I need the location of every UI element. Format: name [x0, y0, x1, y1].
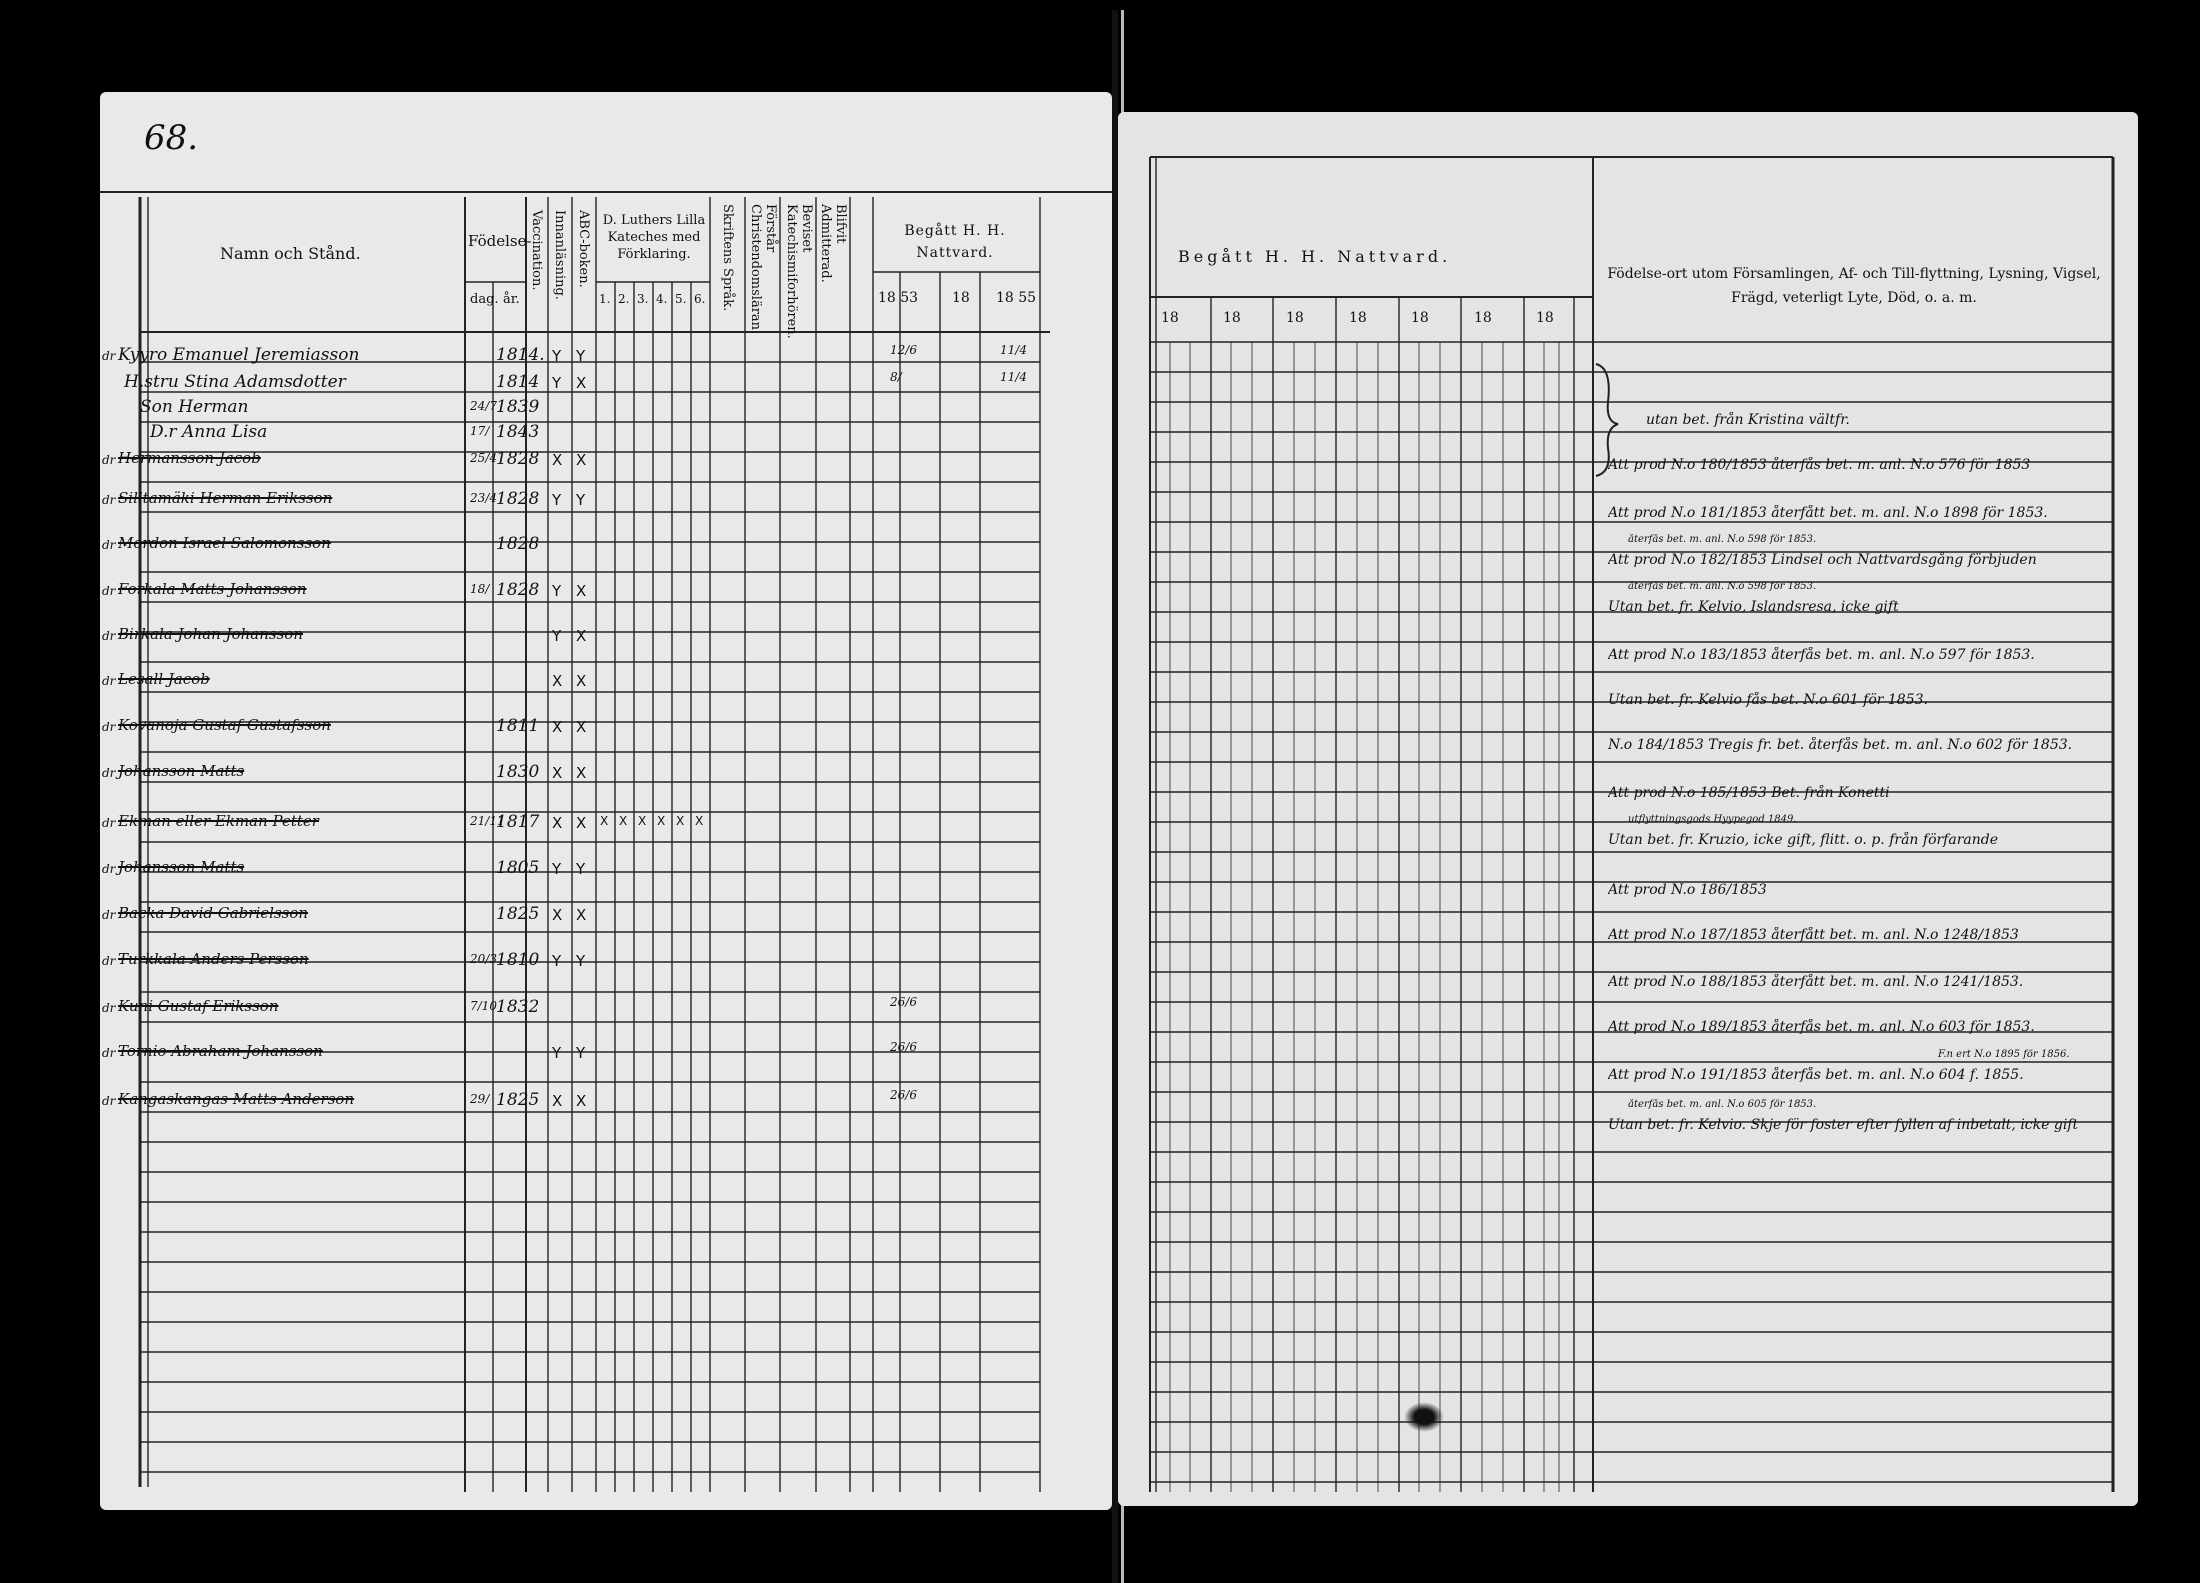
- header-birth-day: dag.: [470, 292, 499, 307]
- remark-entry: N.o 184/1853 Tregis fr. bet. återfås bet. m. anl. N.o 602 för 1853.: [1608, 737, 2073, 753]
- row-prefix: dr: [102, 584, 116, 598]
- right-year-4: 18: [1349, 310, 1367, 326]
- luther-col-3: 3.: [637, 292, 649, 306]
- remark-entry: Att prod N.o 191/1853 återfås bet. m. anl. N.o 604 f. 1855.: [1608, 1067, 2024, 1083]
- row-prefix: dr: [102, 674, 116, 688]
- remark-note: återfås bet. m. anl. N.o 598 för 1853.: [1628, 581, 1817, 592]
- row-birth-year: 1828: [496, 489, 540, 509]
- remark-entry: Att prod N.o 186/1853: [1608, 882, 1767, 898]
- row-name: D.r Anna Lisa: [150, 422, 268, 442]
- row-name: Birkala Johan Johansson: [118, 625, 304, 643]
- row-abc-mark: Y: [576, 347, 586, 365]
- row-prefix: dr: [102, 1094, 116, 1108]
- row-name: Forkala Matts Johansson: [118, 580, 307, 598]
- row-abc-mark: X: [576, 1092, 587, 1110]
- row-birth-day: 23/4: [470, 491, 497, 505]
- row-communion-1855: 11/4: [1000, 343, 1027, 357]
- row-birth-year: 1843: [496, 422, 540, 442]
- row-communion-1853: 26/6: [890, 1088, 917, 1102]
- header-remarks: Födelse-ort utom Församlingen, Af- och Till-flyttning, Lysning, Vigsel, Frägd, veterligt Lyte, Död, o. a. m.: [1607, 266, 2101, 306]
- header-vaccination: Vaccination.: [529, 210, 544, 291]
- row-name: Backa David Gabrielsson: [118, 904, 309, 922]
- remark-entry: Att prod N.o 181/1853 återfått bet. m. anl. N.o 1898 för 1853.: [1608, 505, 2048, 521]
- remark-note: F.n ert N.o 1895 för 1856.: [1938, 1049, 2070, 1060]
- row-name: Kovanoja Gustaf Gustafsson: [118, 716, 331, 734]
- row-communion-1855: 11/4: [1000, 370, 1027, 384]
- row-abc-mark: X: [576, 718, 587, 736]
- row-name: Johansson Matts: [118, 762, 245, 780]
- remark-note: återfås bet. m. anl. N.o 605 för 1853.: [1628, 1099, 1817, 1110]
- row-birth-day: 17/: [470, 424, 490, 438]
- header-birth-year: år.: [503, 292, 520, 307]
- row-abc-mark: X: [576, 627, 587, 645]
- right-year-7: 18: [1536, 310, 1554, 326]
- row-communion-1853: 8/: [890, 370, 902, 384]
- row-reading-mark: Y: [552, 1044, 562, 1062]
- remark-entry: utan bet. från Kristina vältfr.: [1646, 412, 1850, 428]
- row-reading-mark: Y: [552, 374, 562, 392]
- row-name: Tornio Abraham Johansson: [118, 1042, 323, 1060]
- row-abc-mark: X: [576, 764, 587, 782]
- row-prefix: dr: [102, 493, 116, 507]
- remark-entry: Utan bet. fr. Kruzio, icke gift, flitt. o. p. från förfarande: [1608, 832, 1999, 848]
- row-prefix: dr: [102, 629, 116, 643]
- row-abc-mark: X: [576, 906, 587, 924]
- header-catechism: Beviset Katechismiforhören.: [784, 204, 814, 339]
- row-communion-1853: 26/6: [890, 995, 917, 1009]
- row-reading-mark: X: [552, 1092, 563, 1110]
- row-name: H.stru Stina Adamsdotter: [124, 372, 346, 392]
- luther-mark: X: [619, 814, 628, 828]
- row-reading-mark: X: [552, 718, 563, 736]
- right-year-6: 18: [1474, 310, 1492, 326]
- row-prefix: dr: [102, 453, 116, 467]
- row-prefix: dr: [102, 720, 116, 734]
- right-year-2: 18: [1223, 310, 1241, 326]
- row-birth-year: 1832: [496, 997, 540, 1017]
- right-ruled-grid: [1118, 112, 2138, 1506]
- row-name: Silltamäki Herman Eriksson: [118, 489, 333, 507]
- row-prefix: dr: [102, 349, 116, 363]
- row-prefix: dr: [102, 538, 116, 552]
- row-reading-mark: Y: [552, 952, 562, 970]
- ink-blot: [1404, 1402, 1444, 1432]
- header-name: Namn och Stånd.: [220, 244, 361, 263]
- right-year-5: 18: [1411, 310, 1429, 326]
- remark-entry: Att prod N.o 182/1853 Lindsel och Nattvardsgång förbjuden: [1608, 552, 2037, 568]
- row-birth-year: 1810: [496, 950, 540, 970]
- row-birth-day: 18/: [470, 582, 490, 596]
- row-abc-mark: X: [576, 672, 587, 690]
- row-prefix: dr: [102, 816, 116, 830]
- row-prefix: dr: [102, 1001, 116, 1015]
- luther-col-6: 6.: [694, 292, 706, 306]
- row-abc-mark: X: [576, 451, 587, 469]
- luther-col-1: 1.: [599, 292, 611, 306]
- row-name: Son Herman: [140, 397, 249, 417]
- row-abc-mark: Y: [576, 1044, 586, 1062]
- row-birth-day: 25/4: [470, 451, 497, 465]
- row-reading-mark: X: [552, 764, 563, 782]
- header-admitted: Blifvit Admitterad.: [818, 204, 848, 283]
- row-birth-year: 1814: [496, 372, 540, 392]
- left-page: [100, 92, 1112, 1510]
- row-birth-year: 1811: [496, 716, 540, 736]
- row-abc-mark: Y: [576, 952, 586, 970]
- remark-entry: Att prod N.o 185/1853 Bet. från Konetti: [1608, 785, 1890, 801]
- row-birth-year: 1828: [496, 580, 540, 600]
- row-reading-mark: Y: [552, 491, 562, 509]
- remark-entry: Att prod N.o 189/1853 återfås bet. m. anl. N.o 603 för 1853.: [1608, 1019, 2035, 1035]
- row-name: Kangaskangas Matts Anderson: [118, 1090, 355, 1108]
- remark-entry: Att prod N.o 183/1853 återfås bet. m. anl. N.o 597 för 1853.: [1608, 647, 2035, 663]
- luther-mark: X: [657, 814, 666, 828]
- row-abc-mark: X: [576, 582, 587, 600]
- row-birth-day: 7/10: [470, 999, 497, 1013]
- row-name: Kuni Gustaf Eriksson: [118, 997, 279, 1015]
- row-birth-year: 1817: [496, 812, 540, 832]
- row-reading-mark: X: [552, 814, 563, 832]
- row-abc-mark: X: [576, 814, 587, 832]
- row-abc-mark: Y: [576, 491, 586, 509]
- row-birth-year: 1828: [496, 534, 540, 554]
- row-name: Johansson Matts: [118, 858, 245, 876]
- row-prefix: dr: [102, 954, 116, 968]
- row-name: Hermansson Jacob: [118, 449, 261, 467]
- row-birth-year: 1805: [496, 858, 540, 878]
- row-prefix: dr: [102, 1046, 116, 1060]
- row-communion-1853: 26/6: [890, 1040, 917, 1054]
- comm-year-2: 18: [952, 290, 970, 306]
- remark-entry: Utan bet. fr. Kelvio fås bet. N.o 601 för 1853.: [1608, 692, 1928, 708]
- row-prefix: dr: [102, 908, 116, 922]
- remark-entry: Att prod N.o 187/1853 återfått bet. m. anl. N.o 1248/1853: [1608, 927, 2019, 943]
- row-birth-year: 1825: [496, 904, 540, 924]
- header-communion: Begått H. H. Nattvard.: [904, 223, 1006, 261]
- right-page: [1118, 112, 2138, 1506]
- row-reading-mark: X: [552, 672, 563, 690]
- row-birth-day: 20/3: [470, 952, 497, 966]
- header-reading: Innanläsning.: [552, 210, 567, 300]
- luther-mark: X: [676, 814, 685, 828]
- remark-entry: Att prod N.o 180/1853 återfås bet. m. anl. N.o 576 för 1853: [1608, 457, 2031, 473]
- row-birth-year: 1828: [496, 449, 540, 469]
- row-reading-mark: Y: [552, 627, 562, 645]
- row-birth-year: 1830: [496, 762, 540, 782]
- row-prefix: dr: [102, 862, 116, 876]
- row-reading-mark: Y: [552, 582, 562, 600]
- row-birth-day: 24/7: [470, 399, 497, 413]
- remark-entry: Utan bet. fr. Kelvio. Skje för foster efter fyllen af inbetalt, icke gift: [1608, 1117, 2079, 1133]
- comm-year-1: 18 53: [878, 290, 919, 306]
- row-name: Turkkala Anders Persson: [118, 950, 309, 968]
- header-birth: Födelse-: [468, 232, 532, 250]
- row-name: Ekman eller Ekman Petter: [118, 812, 319, 830]
- right-year-1: 18: [1161, 310, 1179, 326]
- luther-mark: X: [695, 814, 704, 828]
- remark-note: utflyttningsgods Hyypegod 1849.: [1628, 814, 1797, 825]
- row-birth-year: 1814.: [496, 345, 545, 365]
- luther-mark: X: [638, 814, 647, 828]
- remark-entry: Utan bet. fr. Kelvio, Islandsresa, icke gift: [1608, 599, 1899, 615]
- row-reading-mark: Y: [552, 860, 562, 878]
- header-scripture: Skriftens Språk.: [720, 204, 735, 312]
- row-reading-mark: X: [552, 906, 563, 924]
- remark-note: återfås bet. m. anl. N.o 598 för 1853.: [1628, 534, 1817, 545]
- row-reading-mark: X: [552, 451, 563, 469]
- luther-mark: X: [600, 814, 609, 828]
- remark-entry: Att prod N.o 188/1853 återfått bet. m. anl. N.o 1241/1853.: [1608, 974, 2024, 990]
- row-name: Mordon Israel Salomonsson: [118, 534, 331, 552]
- row-reading-mark: Y: [552, 347, 562, 365]
- comm-year-3: 18 55: [996, 290, 1037, 306]
- right-year-3: 18: [1286, 310, 1304, 326]
- page-number: 68.: [144, 118, 199, 158]
- row-communion-1853: 12/6: [890, 343, 917, 357]
- header-luther: D. Luthers Lilla Kateches med Förklaring.: [602, 213, 706, 262]
- header-abc: ABC-boken.: [576, 210, 591, 288]
- luther-col-2: 2.: [618, 292, 630, 306]
- luther-col-5: 5.: [675, 292, 687, 306]
- row-abc-mark: X: [576, 374, 587, 392]
- row-prefix: dr: [102, 766, 116, 780]
- row-birth-day: 29/: [470, 1092, 490, 1106]
- header-christendom: Förstår Christendomsläran.: [748, 204, 778, 335]
- row-birth-day: 21/11: [470, 814, 505, 828]
- row-birth-year: 1825: [496, 1090, 540, 1110]
- luther-col-4: 4.: [656, 292, 668, 306]
- header-communion-right: Begått H. H. Nattvard.: [1178, 247, 1452, 266]
- row-name: Kyyro Emanuel Jeremiasson: [118, 345, 360, 365]
- row-name: Lesall Jacob: [118, 670, 210, 688]
- row-abc-mark: Y: [576, 860, 586, 878]
- row-birth-year: 1839: [496, 397, 540, 417]
